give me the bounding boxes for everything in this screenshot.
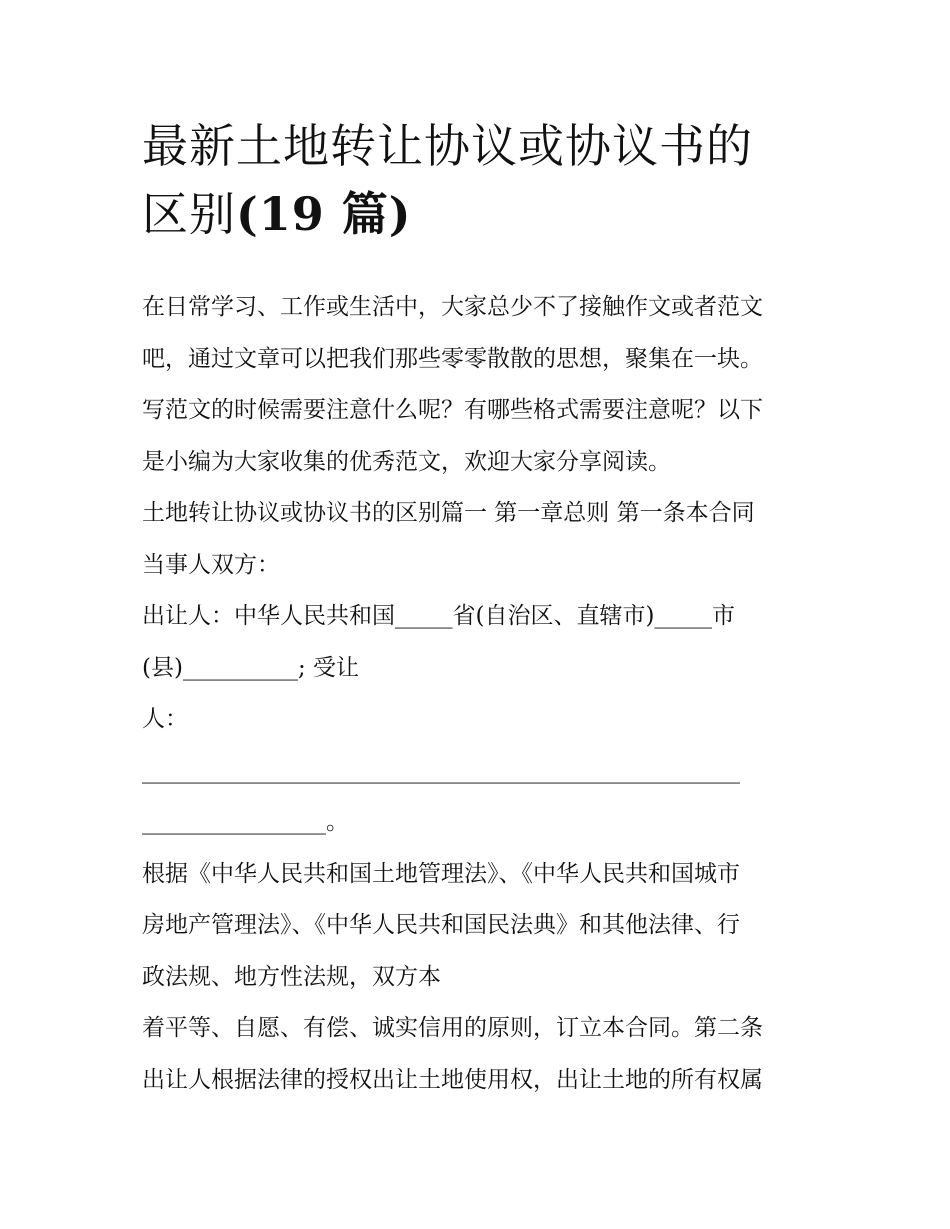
body-line: 吧，通过文章可以把我们那些零零散散的思想，聚集在一块。 xyxy=(142,345,763,372)
body-line: 政法规、地方性法规，双方本 xyxy=(142,963,441,990)
body-line: 当事人双方： xyxy=(142,551,280,578)
body-line: 根据《中华人民共和国土地管理法》、《中华人民共和国城市 xyxy=(142,860,740,887)
body-line: ____________________________________________________ xyxy=(142,757,740,784)
body-line: (县)__________; 受让 xyxy=(142,654,360,681)
body-line: 是小编为大家收集的优秀范文，欢迎大家分享阅读。 xyxy=(142,448,671,475)
title-line-2-suffix: 篇) xyxy=(324,187,412,241)
body-line: 写范文的时候需要注意什么呢？有哪些格式需要注意呢？以下 xyxy=(142,397,763,423)
title-line-1: 最新土地转让协议或协议书的 xyxy=(142,119,753,173)
title-line-2-number: (19 xyxy=(236,187,325,241)
body-line: 着平等、自愿、有偿、诚实信用的原则，订立本合同。第二条 xyxy=(142,1015,763,1041)
body-line: 房地产管理法》、《中华人民共和国民法典》和其他法律、行 xyxy=(142,912,740,938)
body-line: 人： xyxy=(142,706,188,732)
document-title xyxy=(142,112,842,248)
body-line: 出让人根据法律的授权出让土地使用权，出让土地的所有权属 xyxy=(142,1066,763,1093)
document-body xyxy=(142,282,842,1106)
body-line: ________________。 xyxy=(142,809,349,835)
body-line: 出让人：中华人民共和国_____省(自治区、直辖市)_____市 xyxy=(142,603,735,629)
title-line-2-text: 区别 xyxy=(142,187,236,241)
body-line: 在日常学习、工作或生活中，大家总少不了接触作文或者范文 xyxy=(142,294,763,320)
body-line: 土地转让协议或协议书的区别篇一 第一章总则 第一条本合同 xyxy=(142,500,755,526)
